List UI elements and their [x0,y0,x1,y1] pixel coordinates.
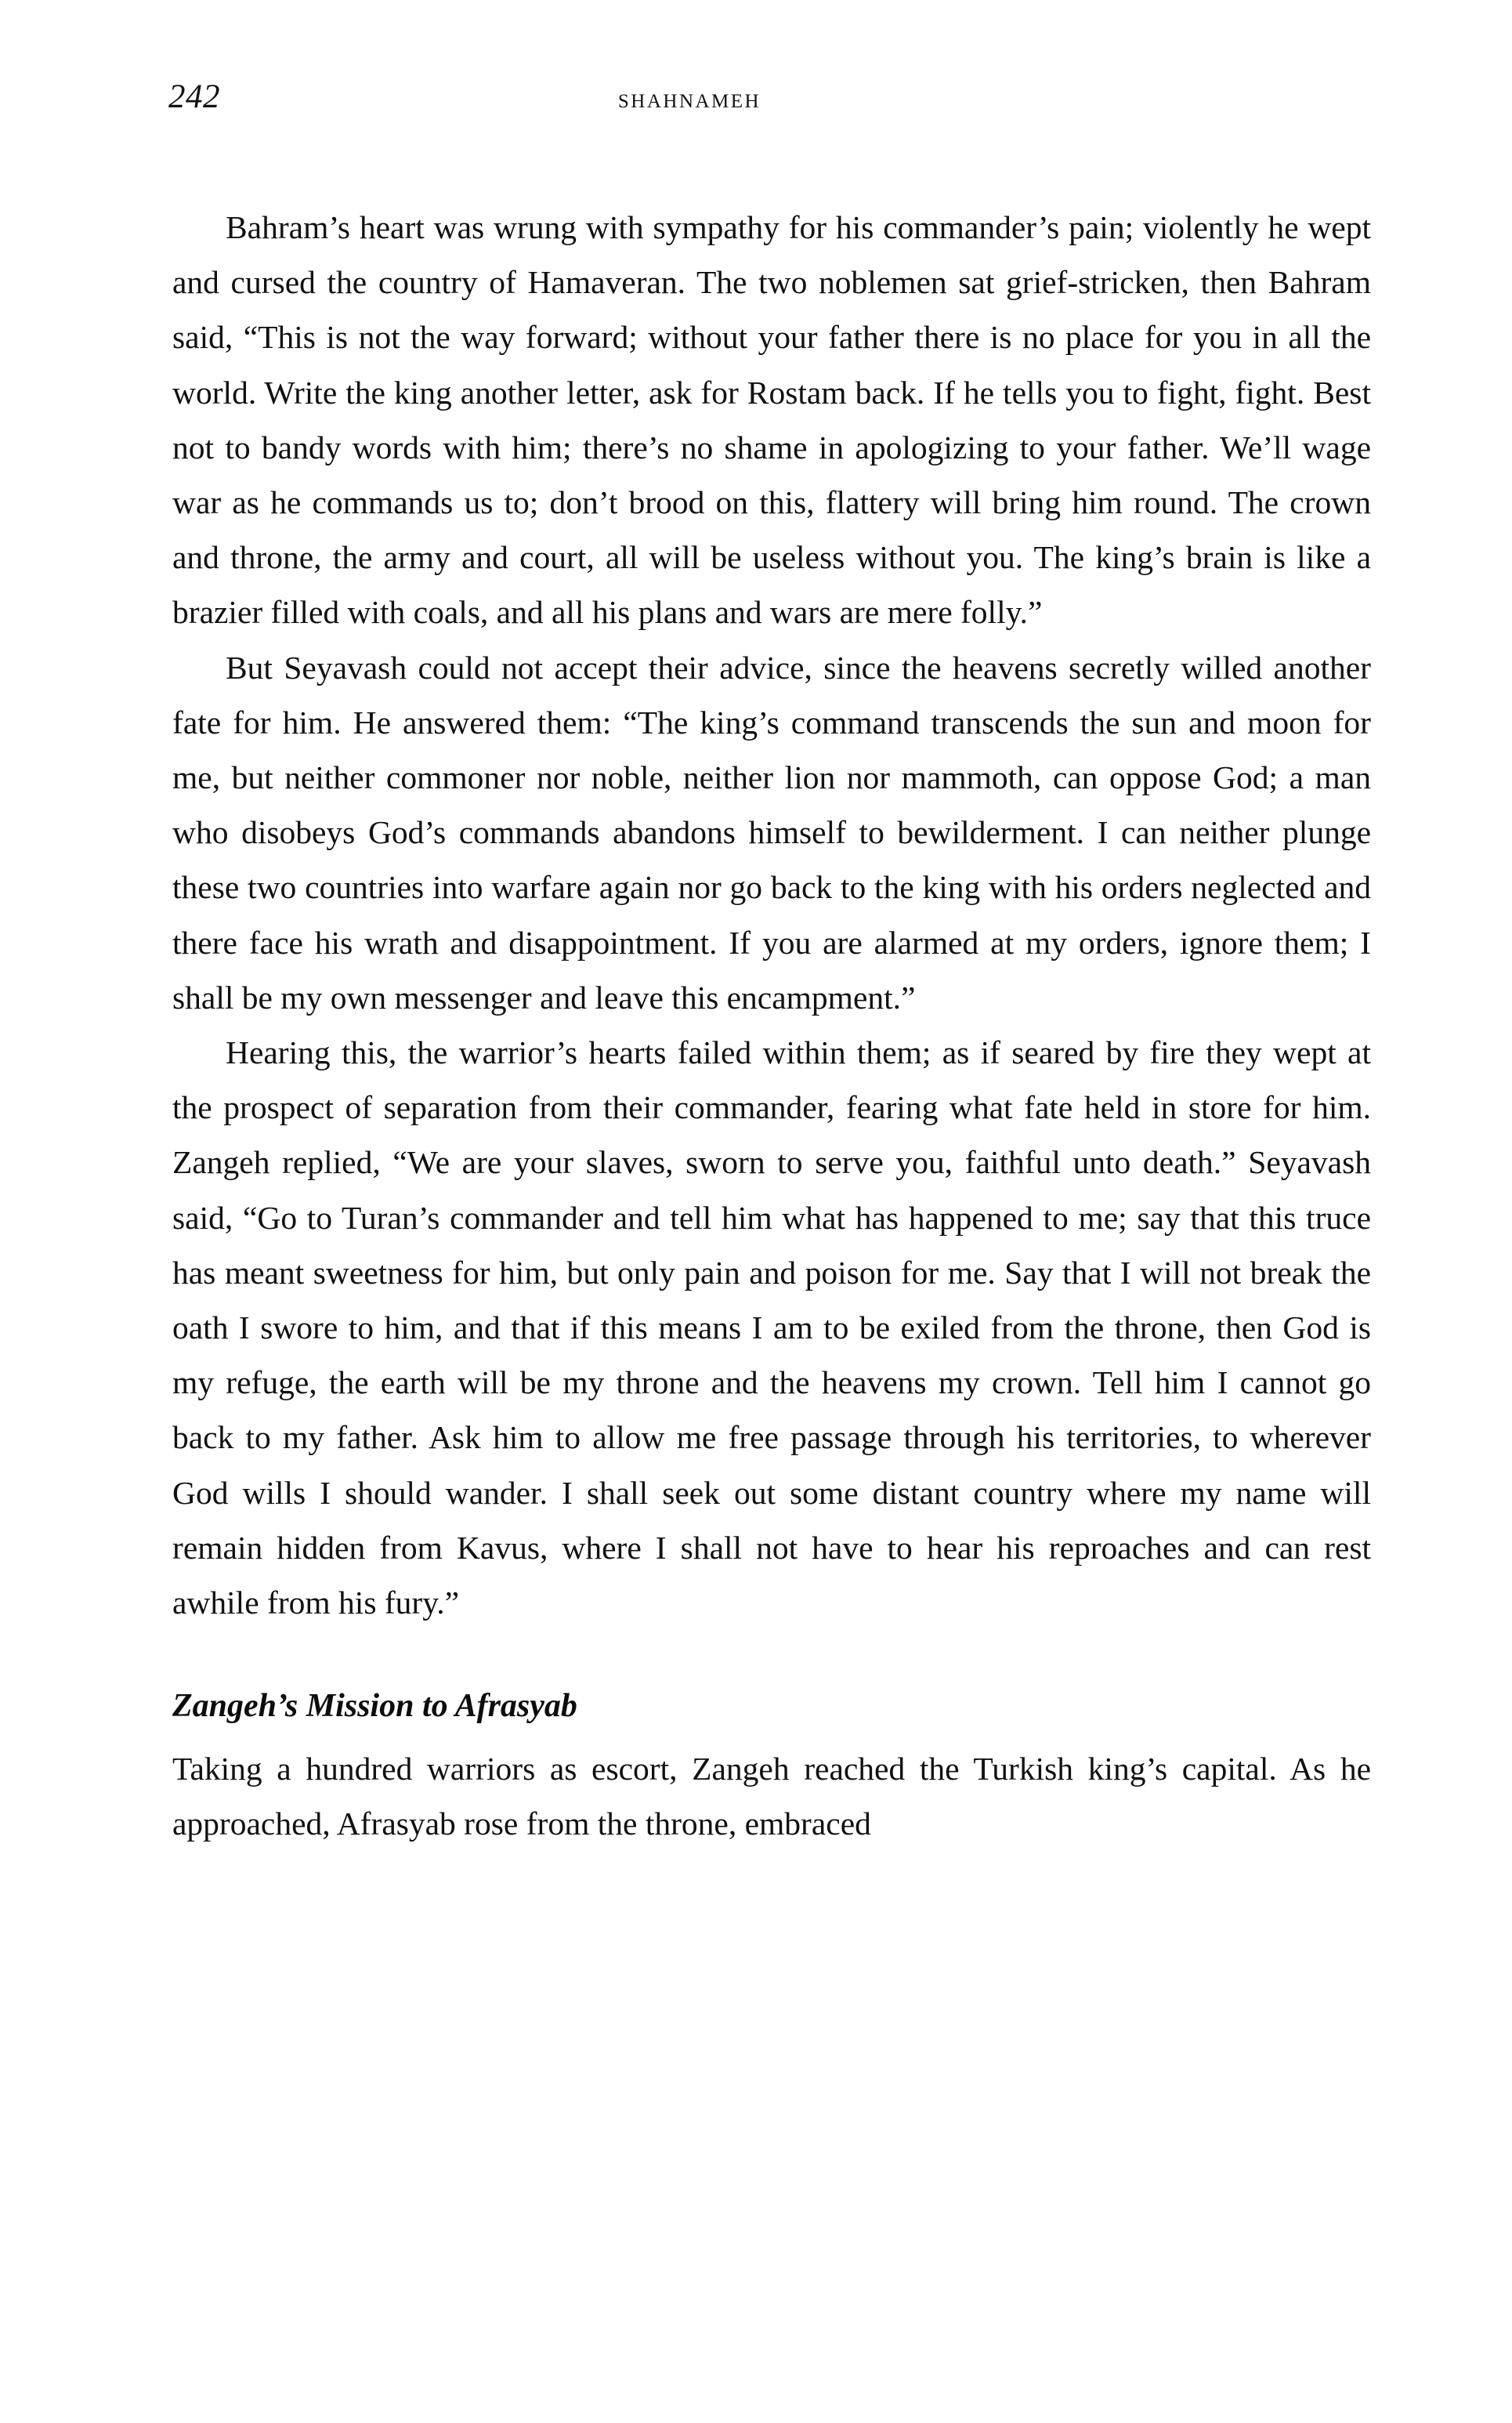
paragraph-bahram-sympathy: Bahram’s heart was wrung with sympathy for his commander’s pain; violently he wept and cursed the country of Hamaveran. The two noblemen sat grief-stricken, then Bahram said, “This is not the way forward; without your father there is no place for you in all the world. Write the king another letter, ask for Rostam back. If he tells you to fight, fight. Best not to bandy words with him; there’s no shame in apologizing to your father. We’ll wage war as he commands us to; don’t brood on this, flattery will bring him round. The crown and throne, the army and court, all will be useless without you. The king’s brain is like a brazier filled with coals, and all his plans and wars are mere folly.” [172,209,1371,631]
body-text-block [172,200,1371,1852]
paragraph-warriors-hearts-failed: Hearing this, the warrior’s hearts failed within them; as if seared by fire they wept at the prospect of separation from their commander, fearing what fate held in store for him. Zangeh replied, “We are your slaves, sworn to serve you, faithful unto death.” Seyavash said, “Go to Turan’s commander and tell him what has happened to me; say that this truce has meant sweetness for him, but only pain and poison for me. Say that I will not break the oath I swore to him, and that if this means I am to be exiled from the throne, then God is my refuge, the earth will be my throne and the heavens my crown. Tell him I cannot go back to my father. Ask him to allow me free passage through his territories, to wherever God wills I should wander. I shall seek out some distant country where my name will remain hidden from Kavus, where I shall not have to hear his reproaches and can rest awhile from his fury.” [172,1034,1371,1621]
running-head [168,75,1375,122]
heading-spacer-below [172,1733,1371,1741]
book-title: shahnameh [617,82,761,114]
page-number: 242 [168,78,220,115]
paragraph-seyavash-refusal: But Seyavash could not accept their advice, since the heavens secretly willed another fate for him. He answered them: “The king’s command transcends the sun and moon for me, but neither commoner nor noble, neither lion nor mammoth, can oppose God; a man who disobeys God’s commands abandons himself to bewilderment. I can neither plunge these two countries into warfare again nor go back to the king with his orders neglected and there face his wrath and disappointment. If you are alarmed at my orders, ignore them; I shall be my own messenger and leave this encampment.” [172,649,1371,1016]
section-heading: Zangeh’s Mission to Afrasyab [172,1688,577,1725]
heading-spacer-above [172,1630,1371,1679]
paragraph-zangeh-journey: Taking a hundred warriors as escort, Zangeh reached the Turkish king’s capital. As he approached, Afrasyab rose from the throne, embraced [172,1751,1371,1842]
